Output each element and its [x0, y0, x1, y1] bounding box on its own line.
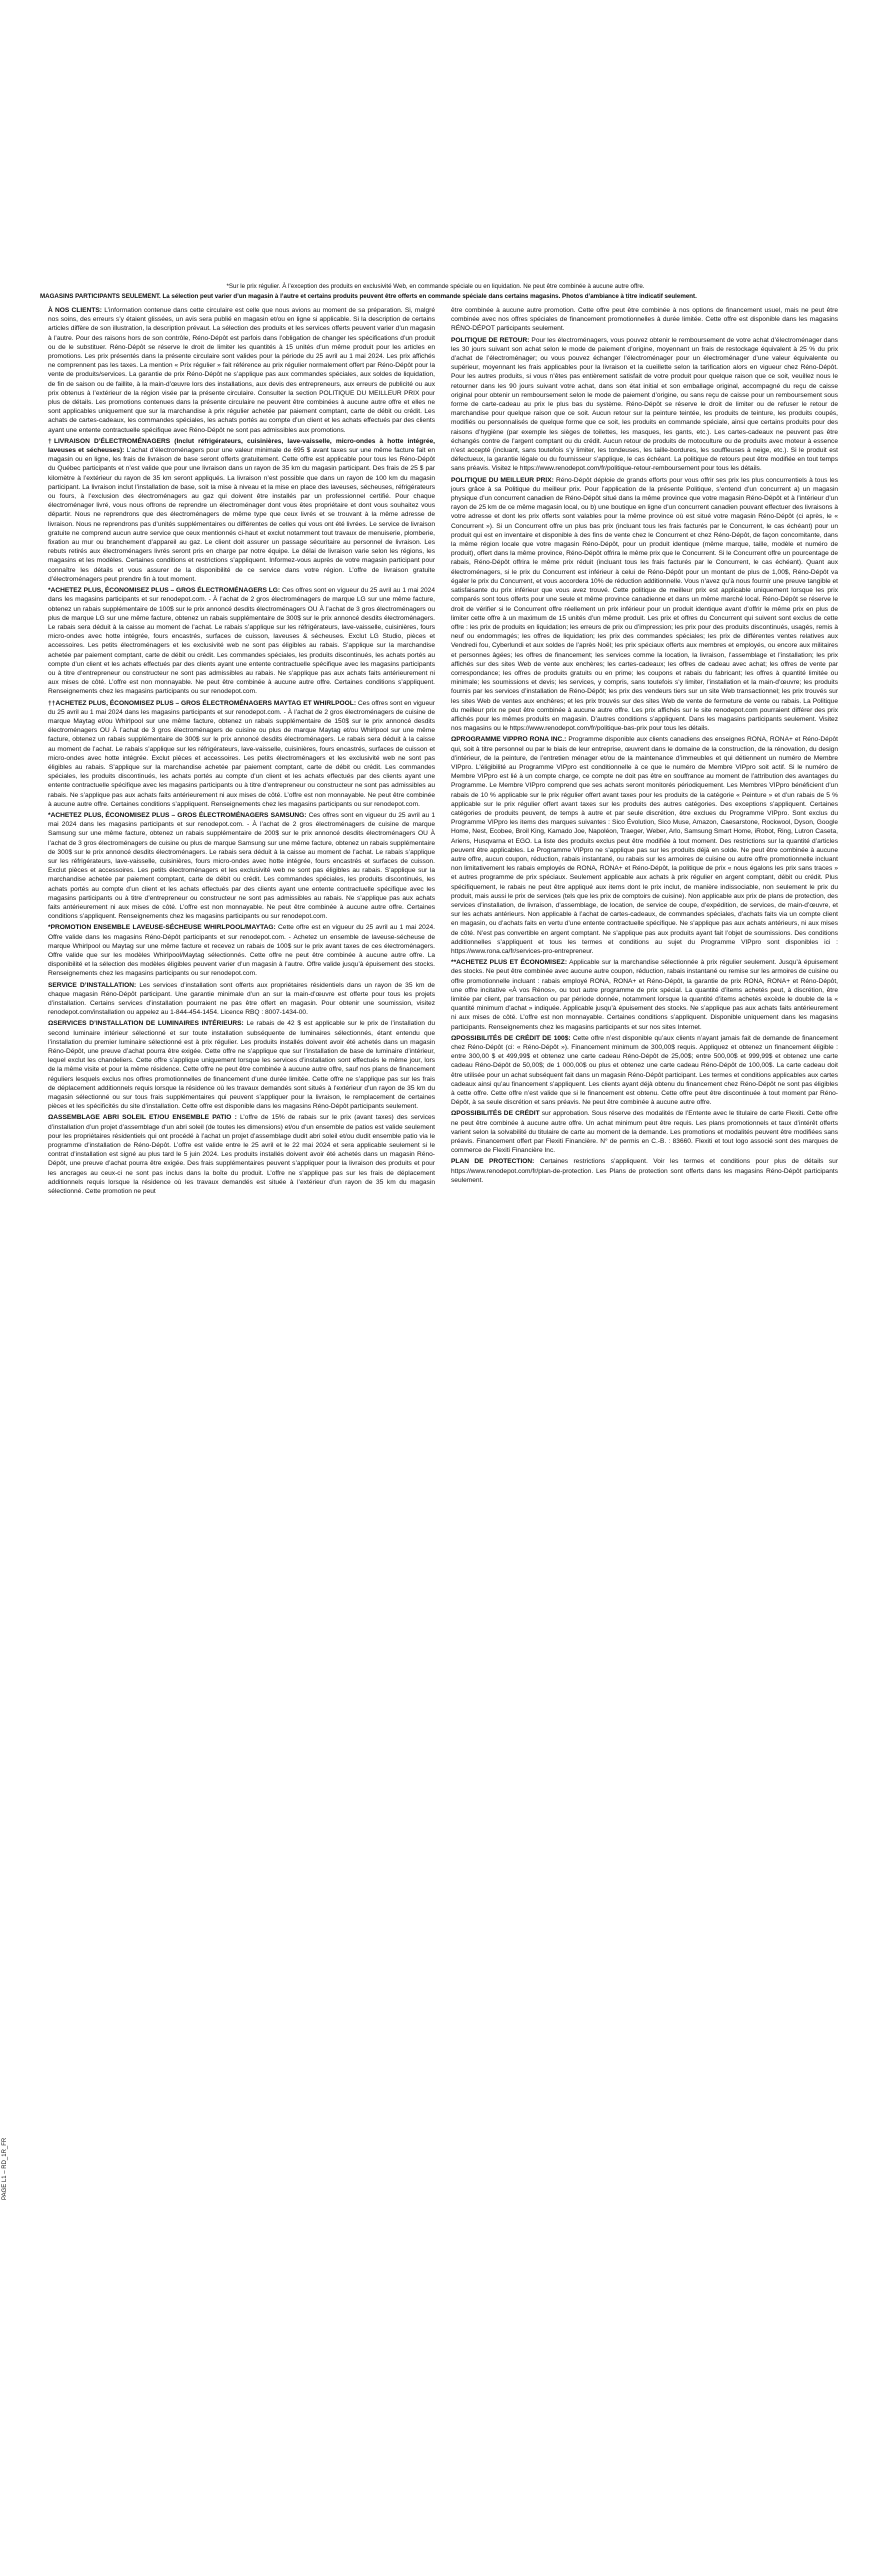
- header-notes: [40, 283, 831, 301]
- legal-paragraph: *PROMOTION ENSEMBLE LAVEUSE-SÉCHEUSE WHIRLPOOL/MAYTAG: Cette offre est en vigueur du 25 avril au 1 mai 2024. Offre valide dans les magasins Réno-Dépôt participants et sur renodepot.com. - Achetez un ensemble de laveuse-sécheuse de marque Whirlpool ou Maytag sur une même facture et recevez un rabais de 100$ sur le prix avant taxes de ces électroménagers. Offre valide que sur les modèles Whirlpool/Maytag sélectionnés. Cette offre ne peut être combinée à aucune autre offre. La disponibilité et la sélection des modèles éligibles peuvent varier d’un magasin à l’autre. Offre valide jusqu’à épuisement des stocks. Renseignements chez les magasins participants ou sur renodepot.com.: [48, 924, 435, 978]
- right-column: [451, 306, 838, 2331]
- legal-paragraph: POLITIQUE DU MEILLEUR PRIX: Réno-Dépôt déploie de grands efforts pour vous offrir ses prix les plus concurrentiels à tous les jours grâce à sa Politique du meilleur prix. Pour l’application de la présente Politique, s’entend d’un concurrent a) un magasin physique d’un concurrent canadien de Réno-Dépôt situé dans la même province que votre magasin Réno-Dépôt et à l’intérieur d’un rayon de 25 km de ce même magasin local, ou b) une boutique en ligne d’un concurrent canadien pouvant effectuer des livraisons à votre adresse et dont les prix offerts sont valables pour la même province où est situé votre magasin Réno-Dépôt (ci après, le « Concurrent »). Si un Concurrent offre un plus bas prix (incluant tous les frais facturés par le Concurrent, le cas échéant) pour un produit qui est en inventaire et disponible à des fins de vente chez le Concurrent et chez Réno-Dépôt, de façon concomitante, dans la même région locale que votre magasin Réno-Dépôt, pour un produit identique (même marque, taille, modèle et numéro de produit), offert dans la même province, Réno-Dépôt offrira le même prix que le Concurrent. Si le Concurrent offre un pourcentage de rabais, Réno-Dépôt offrira le même prix réduit (incluant tous les frais facturés par le Concurrent, le cas échéant). Quant aux électroménagers, si le prix du Concurrent est inférieur à celui de Réno-Dépôt pour un montant de plus de 1,00$, Réno-Dépôt va égaler le prix du Concurrent, et vous accordera 10% de réduction additionnelle. Vous n’avez qu’à nous fournir une preuve tangible et satisfaisante du prix inférieur que vous avez trouvé. Cette politique de meilleur prix est applicable uniquement lorsque les prix comparés sont tous offerts pour une seule et même province canadienne et dans un même marché local. Réno-Dépôt se réserve le droit de vérifier si le Concurrent offre réellement un prix inférieur pour un produit identique avant d’offrir le même prix en plus de limiter cette offre à un maximum de 15 unités d’un même produit. Les prix et offres du Concurrent qui suivent sont exclus de cette offre : les prix de produits en liquidation; les erreurs de prix ou d’impression; les prix pour des produits discontinués, usagés, remis à neuf ou endommagés; les offres de liquidation; les prix des commandes spéciales; les prix de différentes ventes relatives aux Vendredi fou, Cyberlundi et aux soldes de l’après Noël; les prix spéciaux offerts aux membres et employés, ou encore aux militaires et personnes âgées; les offres de financement; les services comme la location, la livraison, l’assemblage et l’installation; les prix affichés sur des sites Web de vente aux enchères; les cartes-cadeaux; les offres de cadeau avec achat; les offres de vente par correspondance; les offres de produits gratuits ou en prime; les coupons et rabais du fabricant; les offres à quantité limitée ou minimale; les soumissions et devis; les services, y compris, sans toutefois s’y limiter, l’installation et la main-d’œuvre; les produits fournis par les services d’installation de Réno-Dépôt; les prix des vendeurs tiers sur un site Web transactionnel; les prix trouvés sur les sites Web de ventes aux enchères; et les prix trouvés sur des sites Web de vente de fermeture de vente ou rabais. La Politique du meilleur prix ne peut être combinée à aucune autre offre. Les prix affichés sur le site renodepot.com pourraient différer des prix affichés pour les mêmes produits en magasin. D’autres conditions s’appliquent. Dans les magasins participants seulement. Visitez nos magasins ou le https://www.renodepot.com/fr/politique-bas-prix pour tous les détails.: [451, 476, 838, 733]
- legal-paragraph: ΩPOSSIBILITÉS DE CRÉDIT DE 100$: Cette offre n’est disponible qu’aux clients n’ayant jamais fait de demande de financement chez Réno-Dépôt (ci: « Réno-Dépôt »). Financement minimum de 300,00$ requis. Appliquez et obtenez un financement éligible : entre 300,00 $ et 499,99$ et obtenez une carte cadeau Réno-Dépôt de 25,00$; entre 500,00$ et 999,99$ et obtenez une carte cadeau Réno-Dépôt de 50,00$; de 1 000,00$ ou plus et obtenez une carte cadeau Réno-Dépôt de 100,00$. La carte cadeau doit être utilisée pour un achat subséquent fait dans un magasin Réno-Dépôt participant. Les termes et conditions applicables aux cartes cadeaux ainsi qu’au financement s’appliquent. Les clients ayant déjà obtenu du financement chez Réno-Dépôt ne sont pas éligibles à cette offre. Cette offre n’est valide que si le financement est obtenu. Cette offre peut être discontinuée à tout moment par Réno-Dépôt, à sa seule discrétion et sans préavis. Ne peut être combinée à aucune autre offre.: [451, 1034, 838, 1107]
- legal-paragraph: SERVICE D’INSTALLATION: Les services d’installation sont offerts aux propriétaires résidentiels dans un rayon de 35 km de chaque magasin Réno-Dépôt participant. Une garantie minimale d’un an sur la main-d’œuvre est offerte pour tous les projets d’installation. Certains services d’installation pourraient ne pas être offert en magasin. Pour obtenir une soumission, visitez renodepot.com/installation ou appelez au 1-844-454-1454. Licence RBQ : 8007-1434-00.: [48, 981, 435, 1017]
- legal-paragraph: À NOS CLIENTS: L’information contenue dans cette circulaire est celle que nous avions au moment de sa préparation. Si, malgré nos soins, des erreurs s’y étaient glissées, un avis sera publié en magasin et/ou en ligne si applicable. Si la description de certains articles diffère de son illustration, la description prévaut. La sélection des produits et les services offerts peuvent varier d’un magasin à l’autre. Pour des raisons hors de son contrôle, Réno-Dépôt est parfois dans l’obligation de changer les spécifications d’un produit ou de le substituer. Réno-Dépôt se réserve le droit de limiter les quantités à 15 unités d’un même produit pour les articles en promotions. Les prix présentés dans la présente circulaire sont valides pour la période du 25 avril au 1 mai 2024. Les prix affichés ne comprennent pas les taxes. La mention « Prix régulier » fait référence au prix régulier normalement offert par Réno-Dépôt pour la vente de produits/services. La garantie de prix Réno-Dépôt ne s’applique pas aux commandes spéciales, aux soldes de liquidation, de fin de saison ou de faillite, à la main-d’œuvre lors des installations, aux devis des entrepreneurs, aux erreurs de publicité ou aux prix obtenus à l’extérieur de la région visée par la présente circulaire. Consulter la section POLITIQUE DU MEILLEUR PRIX pour plus de détails. Les promotions contenues dans la présente circulaire ne peuvent être combinées à aucune autre offre et elles ne sont applicables uniquement que sur la marchandise à prix régulier achetée par paiement comptant, carte de débit ou crédit. Les achats de cartes-cadeaux, les commandes spéciales, les achats portés au compte d’un client et les achats effectués par des clients ayant une entente contractuelle spécifique avec Réno-Dépôt ne sont pas admissibles aux promotions.: [48, 307, 435, 434]
- legal-paragraph: POLITIQUE DE RETOUR: Pour les électroménagers, vous pouvez obtenir le remboursement de votre achat d’électroménager dans les 30 jours suivant son achat selon le mode de paiement d’origine, moyennant un frais de restockage équivalent à 25 % du prix d’achat de l’électroménager; ou vous pouvez échanger l’électroménager pour un électroménager d’une valeur équivalente ou supérieur, moyennant les frais applicables pour la livraison et la cueillette selon la tarification alors en vigueur chez Réno-Dépôt. Pour les autres produits, si vous n’êtes pas entièrement satisfait de votre produit pour quelque raison que ce soit, veuillez nous le retourner dans les 90 jours suivant votre achat, dans son état initial et son emballage original, accompagné du reçu de caisse original pour obtenir un remboursement selon le mode de paiement d’origine, ou sans reçu de caisse pour un remboursement sous forme de carte-cadeau au prix le plus bas du système. Réno-Dépôt se réserve le droit de limiter ou de refuser le retour de marchandise pour quelque raison que ce soit. Aucun retour sur la peinture teintée, les produits de teinture, les produits coupés, modifiés ou personnalisés de quelque forme que ce soit, les produits en commande spéciale, ainsi que certains produits pour des raisons d’hygiène (par exemple les sièges de toilettes, les masques, les gants, etc.). Les cartes-cadeaux ne peuvent pas être échangés contre de l’argent comptant ou du crédit. Aucun retour de produits de motoculture ou de produits avec moteur à essence n’est accepté (incluant, sans toutefois s’y limiter, les tondeuses, les taille-bordures, les souffleuses à neige, etc.). Si le produit est défectueux, la garantie légale ou du fournisseur s’applique, le cas échéant. La politique de retours peut être modifiée en tout temps sans préavis. Visitez le https://www.renodepot.com/fr/politique-retour-remboursement pour tous les détails.: [451, 336, 838, 473]
- legal-paragraph: PLAN DE PROTECTION: Certaines restrictions s’appliquent. Voir les termes et conditions pour plus de détails sur https://www.renodepot.com/fr/plan-de-protection. Les Plans de protection sont offerts dans les magasins Réno-Dépôt participants seulement.: [451, 1158, 838, 1184]
- left-column: [48, 306, 435, 2331]
- legal-paragraph: ΩASSEMBLAGE ABRI SOLEIL ET/OU ENSEMBLE PATIO : L’offre de 15% de rabais sur le prix (avant taxes) des services d’installation d’un projet d’assemblage d’un abri soleil (de toutes les dimensions) et/ou d’un ensemble de patios est valide seulement pour les propriétaires résidentiels qui ont procédé à l’achat un projet d’assemblage dudit abri soleil et/ou dudit ensemble patio via le programme d’installation de Réno-Dépôt. L’offre est valide entre le 25 avril et le 22 mai 2024 et sera applicable seulement si le contrat d’installation est signé au plus tard le 5 juin 2024. Les produits installés doivent avoir été achetés dans un magasin Réno-Dépôt, une preuve d’achat pourra être exigée. Des frais supplémentaires peuvent s’appliquer pour la livraison des produits et pour les ancrages au ceux-ci ne sont pas inclus dans la boîte du produit. L’offre ne s’applique pas sur les frais de déplacement additionnels requis lorsque la résidence où les travaux demandés est située à l’extérieur d’un rayon de 35 km du magasin sélectionné. Cette promotion ne peut: [48, 1114, 435, 1196]
- legal-paragraph: *ACHETEZ PLUS, ÉCONOMISEZ PLUS – GROS ÉLECTROMÉNAGERS LG: Ces offres sont en vigueur du 25 avril au 1 mai 2024 dans les magasins participants et sur renodepot.com. - À l’achat de 2 gros électroménagers de marque LG sur une même facture, obtenez un rabais supplémentaire de 100$ sur le prix annoncé desdits électroménagers OU À l’achat de 3 gros électroménagers ou plus de marque LG sur une même facture, obtenez un rabais supplémentaire de 300$ sur le prix annoncé desdits électroménagers. Le rabais sera déduit à la caisse au moment de l’achat. Le rabais s’applique sur les réfrigérateurs, lave-vaisselle, cuisinières, fours micro-ondes avec hotte intégrée, fours encastrés, surfaces de cuisson, laveuses & sécheuses. Exclut LG Studio, pièces et accessoires. Les petits électroménagers et les exclusivité web ne sont pas éligibles au rabais. S’applique sur la marchandise achetée par paiement comptant, carte de débit ou crédit. Les commandes spéciales, les produits discontinués, les achats portés au compte d’un client et les achats effectués par des clients ayant une entente contractuelle spécifique avec les magasins participants ou à titre d’entrepreneur ou constructeur ne sont pas admissibles au rabais. Ne s’applique pas aux achats faits antérieurement ni aux mises de côté. L’offre est non monnayable. Ne peut être combinée à aucune autre offre. Certaines conditions s’appliquent. Renseignements chez les magasins participants ou sur renodepot.com.: [48, 587, 435, 696]
- legal-text-columns: [48, 306, 838, 2331]
- legal-paragraph: ††ACHETEZ PLUS, ÉCONOMISEZ PLUS – GROS ÉLECTROMÉNAGERS MAYTAG ET WHIRLPOOL: Ces offres sont en vigueur du 25 avril au 1 mai 2024 dans les magasins participants et sur renodepot.com. - À l’achat de 2 gros électroménagers de cuisine de marque Maytag et/ou Whirlpool sur une même facture, obtenez un rabais supplémentaire de 150$ sur le prix annoncé desdits électroménagers OU À l’achat de 3 gros électroménagers de cuisine ou plus de marque Maytag et/ou Whirlpool sur une même facture, obtenez un rabais supplémentaire de 300$ sur le prix annoncé desdits électroménagers. Le rabais sera déduit à la caisse au moment de l’achat. Le rabais s’applique sur les réfrigérateurs, lave-vaisselle, cuisinières, fours encastrés, surfaces de cuisson et micro-ondes avec hotte intégrée. Exclut pièces et accessoires. Les petits électroménagers et les exclusivité web ne sont pas éligibles au rabais. S’applique sur la marchandise achetée par paiement comptant, carte de débit ou crédit. Les commandes spéciales, les produits discontinués, les achats portés au compte d’un client et les achats effectués par des clients ayant une entente contractuelle spécifique avec les magasins participants ou à titre d’entrepreneur ou constructeur ne sont pas admissibles au rabais. Ne s’applique pas aux achats faits antérieurement ni aux mises de côté. L’offre est non monnayable. Ne peut être combinée à aucune autre offre. Certaines conditions s’appliquent. Renseignements chez les magasins participants ou sur renodepot.com.: [48, 699, 435, 808]
- page-identifier: PAGE L1 – RD_1R_FR: [2, 2137, 8, 2200]
- legal-paragraph: ΩSERVICES D’INSTALLATION DE LUMINAIRES INTÉRIEURS: Le rabais de 42 $ est applicable sur le prix de l’installation du second luminaire intérieur sélectionné et sur toute installation subséquente de luminaires sélectionnés, étant entendu que l’installation du premier luminaire sélectionné est à prix régulier. Les produits installés doivent avoir été achetés dans un magasin Réno-Dépôt, une preuve d’achat pourra être exigée. Cette offre ne s’applique que sur l’installation de base de luminaire d’intérieur, lequel exclut les chandeliers. Cette offre s’applique uniquement lorsque les services d’installation sont effectués le même jour, lors de la même visite et pour la même résidence. Cette offre ne peut être combinée à aucune autre offre, sauf nos plans de financement réguliers lesquels exclus nos offres promotionnelles de financement d’une durée limitée. Cette offre ne s’applique pas sur les frais de déplacement additionnels requis lorsque la résidence où les travaux demandés sont situés à l’extérieur d’un rayon de 35 km du magasin sélectionné ou sur tous frais supplémentaires qui peuvent s’appliquer pour la livraison, le remplacement de certaines pièces et les spécificités du site d’installation. Cette offre est disponible dans les magasins Réno-Dépôt participants seulement.: [48, 1020, 435, 1111]
- legal-paragraph: ΩPROGRAMME VIPPRO RONA INC.: Programme disponible aux clients canadiens des enseignes RONA, RONA+ et Réno-Dépôt qui, soit à titre personnel ou par le biais de leur entreprise, œuvrent dans le domaine de la construction, de la rénovation, du design d’intérieur, de la peinture, de l’entretien ménager et/ou de la maintenance d’immeubles et qui détiennent un numéro de Membre VIPpro. L’éligibilité au Programme VIPpro est conditionnelle à ce que le numéro de Membre VIPpro soit actif. Si le numéro de Membre VIPpro est lié à un compte charge, ce compte ne doit pas être en souffrance au moment de l’attribution des avantages du Programme. Le Membre VIPpro comprend que ses achats seront monitorés périodiquement. Les Membres VIPpro bénéficient d’un rabais de 10 % applicable sur le prix régulier offert avant taxes pour les produits de la catégorie « Peinture » et d’un rabais de 5 % applicable sur le prix régulier offert avant taxes sur les produits des autres catégories. Des exceptions s’appliquent. Certaines catégories de produits peuvent, de temps à autre et par seule discrétion, être exclues du Programme VIPpro. Sont exclus du Programme VIPpro les items des marques suivantes : Sico Évolution, Sico Muse, Amazon, Caesarstone, Rockwool, Dyson, Google Home, Nest, Ecobee, Broil King, Kamado Joe, Napoléon, Traeger, Weber, Arlo, Samsung Smart Home, iRobot, Ring, Lutron Caseta, Ariens, Husqvarna et EGO. La liste des produits exclus peut être modifiée à tout moment. Des restrictions sur la quantité d’articles peuvent être applicables. Le Programme VIPpro ne s’applique pas sur les produits déjà en solde. Ne peut être combinée à aucune autre offre, aucun coupon, réduction, rabais instantané, ou rabais sur les armoires de cuisine ou autre offre promotionnelle incluant non limitativement les rabais employés de RONA, RONA+ et Réno-Dépôt, la politique de prix « nous égalons les prix sans traces » et autres programme de prix spéciaux. Seulement applicable aux achats à prix régulier en argent comptant, débit ou crédit. Plus spécifiquement, le rabais ne peut être appliqué aux items dont le prix inclut, de manière indissociable, non seulement le prix du produit, mais aussi le prix de services (tels que les prix de comptoirs de cuisine). Non applicable aux prix de plans de protection, des services d’installation, de livraison, d’assemblage, de location, de service de coupe, d’expédition, de services, de main-d’œuvre, et sur les achats antérieurs. Non applicable à l’achat de cartes-cadeaux, de commandes spéciales, d’achats faits via un compte client en magasin, ou d’achats faits en vertu d’une entente contractuelle spécifique. Ne s’applique pas aux achats antérieurs, ni aux mises de côté. N’est pas convertible en argent comptant. Ne s’applique pas aux produits ayant fait l’objet de soumissions. Des conditions additionnelles s’appliquent et tous les termes et conditions au sujet du Programme VIPpro sont disponibles ici : https://www.rona.ca/fr/services-pro-entrepreneur.: [451, 736, 838, 956]
- participating-stores-text: MAGASINS PARTICIPANTS SEULEMENT. La sélection peut varier d’un magasin à l’autre et certains produits peuvent être offerts en commande spéciale dans certains magasins. Photos d’ambiance à titre indicatif seulement.: [40, 293, 697, 300]
- legal-paragraph: ΩPOSSIBILITÉS DE CRÉDIT sur approbation. Sous réserve des modalités de l’Entente avec le titulaire de carte Flexiti. Cette offre ne peut être combinée à aucune autre offre. Un achat minimum peut être requis. Les plans promotionnels et taux d’intérêt offerts varient selon la solvabilité du titulaire de carte au moment de la demande. Les promotions et modalités peuvent être modifiées sans préavis. Financement offert par Flexiti Financière. N° de permis en C.-B. : 83660. Flexiti et tout logo associé sont des marques de commerce de Flexiti Financière Inc.: [451, 1110, 838, 1155]
- legal-paragraph: être combinée à aucune autre promotion. Cette offre peut être combinée à nos options de financement usuel, mais ne peut être combinée avec nos offres spéciales de financement promotionnelles à durée limitée. Cette offre est disponible dans les magasins RÉNO-DÉPOT participants seulement.: [451, 307, 838, 333]
- legal-paragraph: **ACHETEZ PLUS ET ÉCONOMISEZ: Applicable sur la marchandise sélectionnée à prix régulier seulement. Jusqu’à épuisement des stocks. Ne peut être combinée avec aucune autre coupon, réduction, rabais instantané ou remise sur les armoires de cuisine ou offre promotionnelle incluant : rabais employé RONA, RONA+ et Réno-Dépôt, la garantie de prix RONA, RONA+ et Réno-Dépôt, une offre incitative «À vos Rénos», ou tout autre programme de prix spécial. La quantité d’items achetés peut, à discrétion, être limitée par client, par transaction ou par période donnée, notamment lorsque la quantité d’items achetés excède le double de la « quantité minimum d’achat » indiquée. Applicable jusqu’à épuisement des stocks. Ne s’applique pas aux achats faits antérieurement ni aux mises de côté. L’offre est non monnayable. Certaines conditions s’appliquent. Disponible uniquement dans les magasins participants. Renseignements chez les magasins participants et sur nos sites Internet.: [451, 959, 838, 1031]
- legal-paragraph: *ACHETEZ PLUS, ÉCONOMISEZ PLUS – GROS ÉLECTROMÉNAGERS SAMSUNG: Ces offres sont en vigueur du 25 avril au 1 mai 2024 dans les magasins participants et sur renodepot.com. - À l’achat de 2 gros électroménagers de cuisine de marque Samsung sur une même facture, obtenez un rabais supplémentaire de 200$ sur le prix annoncé desdits électroménagers OU À l’achat de 3 gros électroménagers de cuisine ou plus de marque Samsung sur une même facture, obtenez un rabais supplémentaire de 300$ sur le prix annoncé desdits électroménagers. Le rabais sera déduit à la caisse au moment de l’achat. Le rabais s’applique sur les réfrigérateurs, lave-vaisselle, cuisinières, fours micro-ondes avec hotte intégrée, fours encastrés et surfaces de cuisson. Exclut pièces et accessoires. Les petits électroménagers et les exclusivité web ne sont pas éligibles au rabais. S’applique sur la marchandise achetée par paiement comptant, carte de débit ou crédit. Les commandes spéciales, les produits discontinués, les achats portés au compte d’un client et les achats effectués par des clients ayant une entente contractuelle spécifique avec les magasins participants ou à titre d’entrepreneur ou constructeur ne sont pas admissibles au rabais. Ne s’applique pas aux achats faits antérieurement ni aux mises de côté. L’offre est non monnayable. Ne peut être combinée à aucune autre offre. Certaines conditions s’appliquent. Renseignements chez les magasins participants ou sur renodepot.com.: [48, 811, 435, 921]
- legal-paragraph: †LIVRAISON D’ÉLECTROMÉNAGERS (Inclut réfrigérateurs, cuisinières, lave-vaisselle, micro-ondes à hotte intégrée, laveuses et sécheuses): L’achat d’électroménagers pour une valeur minimale de 695 $ avant taxes sur une même facture fait en magasin ou en ligne, les frais de livraison de base seront offerts gratuitement. Cette offre est applicable pour tous les Réno-Dépôt du Québec participants et n’est valide que pour une livraison dans un rayon de 35 km du magasin participant. Des frais de 25 $ par kilomètre à l’extérieur du rayon de 35 km seront appliqués. La livraison n’est possible que dans un rayon de 100 km du magasin participant. La livraison inclut l’installation de base, soit la mise à niveau et la mise en place des laveuses, sécheuses, réfrigérateurs ou fours, à l’exclusion des électroménagers au gaz qui doivent être installés par un professionnel certifié. Pour chaque électroménager livré, vous nous offrons de reprendre un électroménager dont vous êtes propriétaire et dont vous souhaitez vous départir. Nous ne reprendrons que des électroménagers de même type que ceux livrés et se trouvant à la même adresse de livraison. Nous ne reprendrons pas d’unités supplémentaires ou différentes de celles qui vous ont été livrées. Le service de livraison gratuite ne comprend aucun autre service que ceux mentionnés ci-haut et exclut notamment tout travaux de menuiserie, plomberie, fixation au mur ou branchement d’appareil au gaz. Le client doit assurer un passage sécuritaire au personnel de livraison. Les rebuts retirés aux électroménagers livrés seront pris en charge par notre équipe. Le délai de livraison varie selon les régions, les magasins et les modèles. Certaines conditions et restrictions s’appliquent. Informez-vous auprès de votre magasin participant pour connaître les détails et vous assurer de la disponibilité de ce service dans votre région. L’offre de livraison gratuite d’électroménagers peut prendre fin à tout moment.: [48, 437, 435, 583]
- footnote-text: *Sur le prix régulier. À l’exception des produits en exclusivité Web, en commande spéciale ou en liquidation. Ne peut être combinée à aucune autre offre.: [226, 283, 645, 290]
